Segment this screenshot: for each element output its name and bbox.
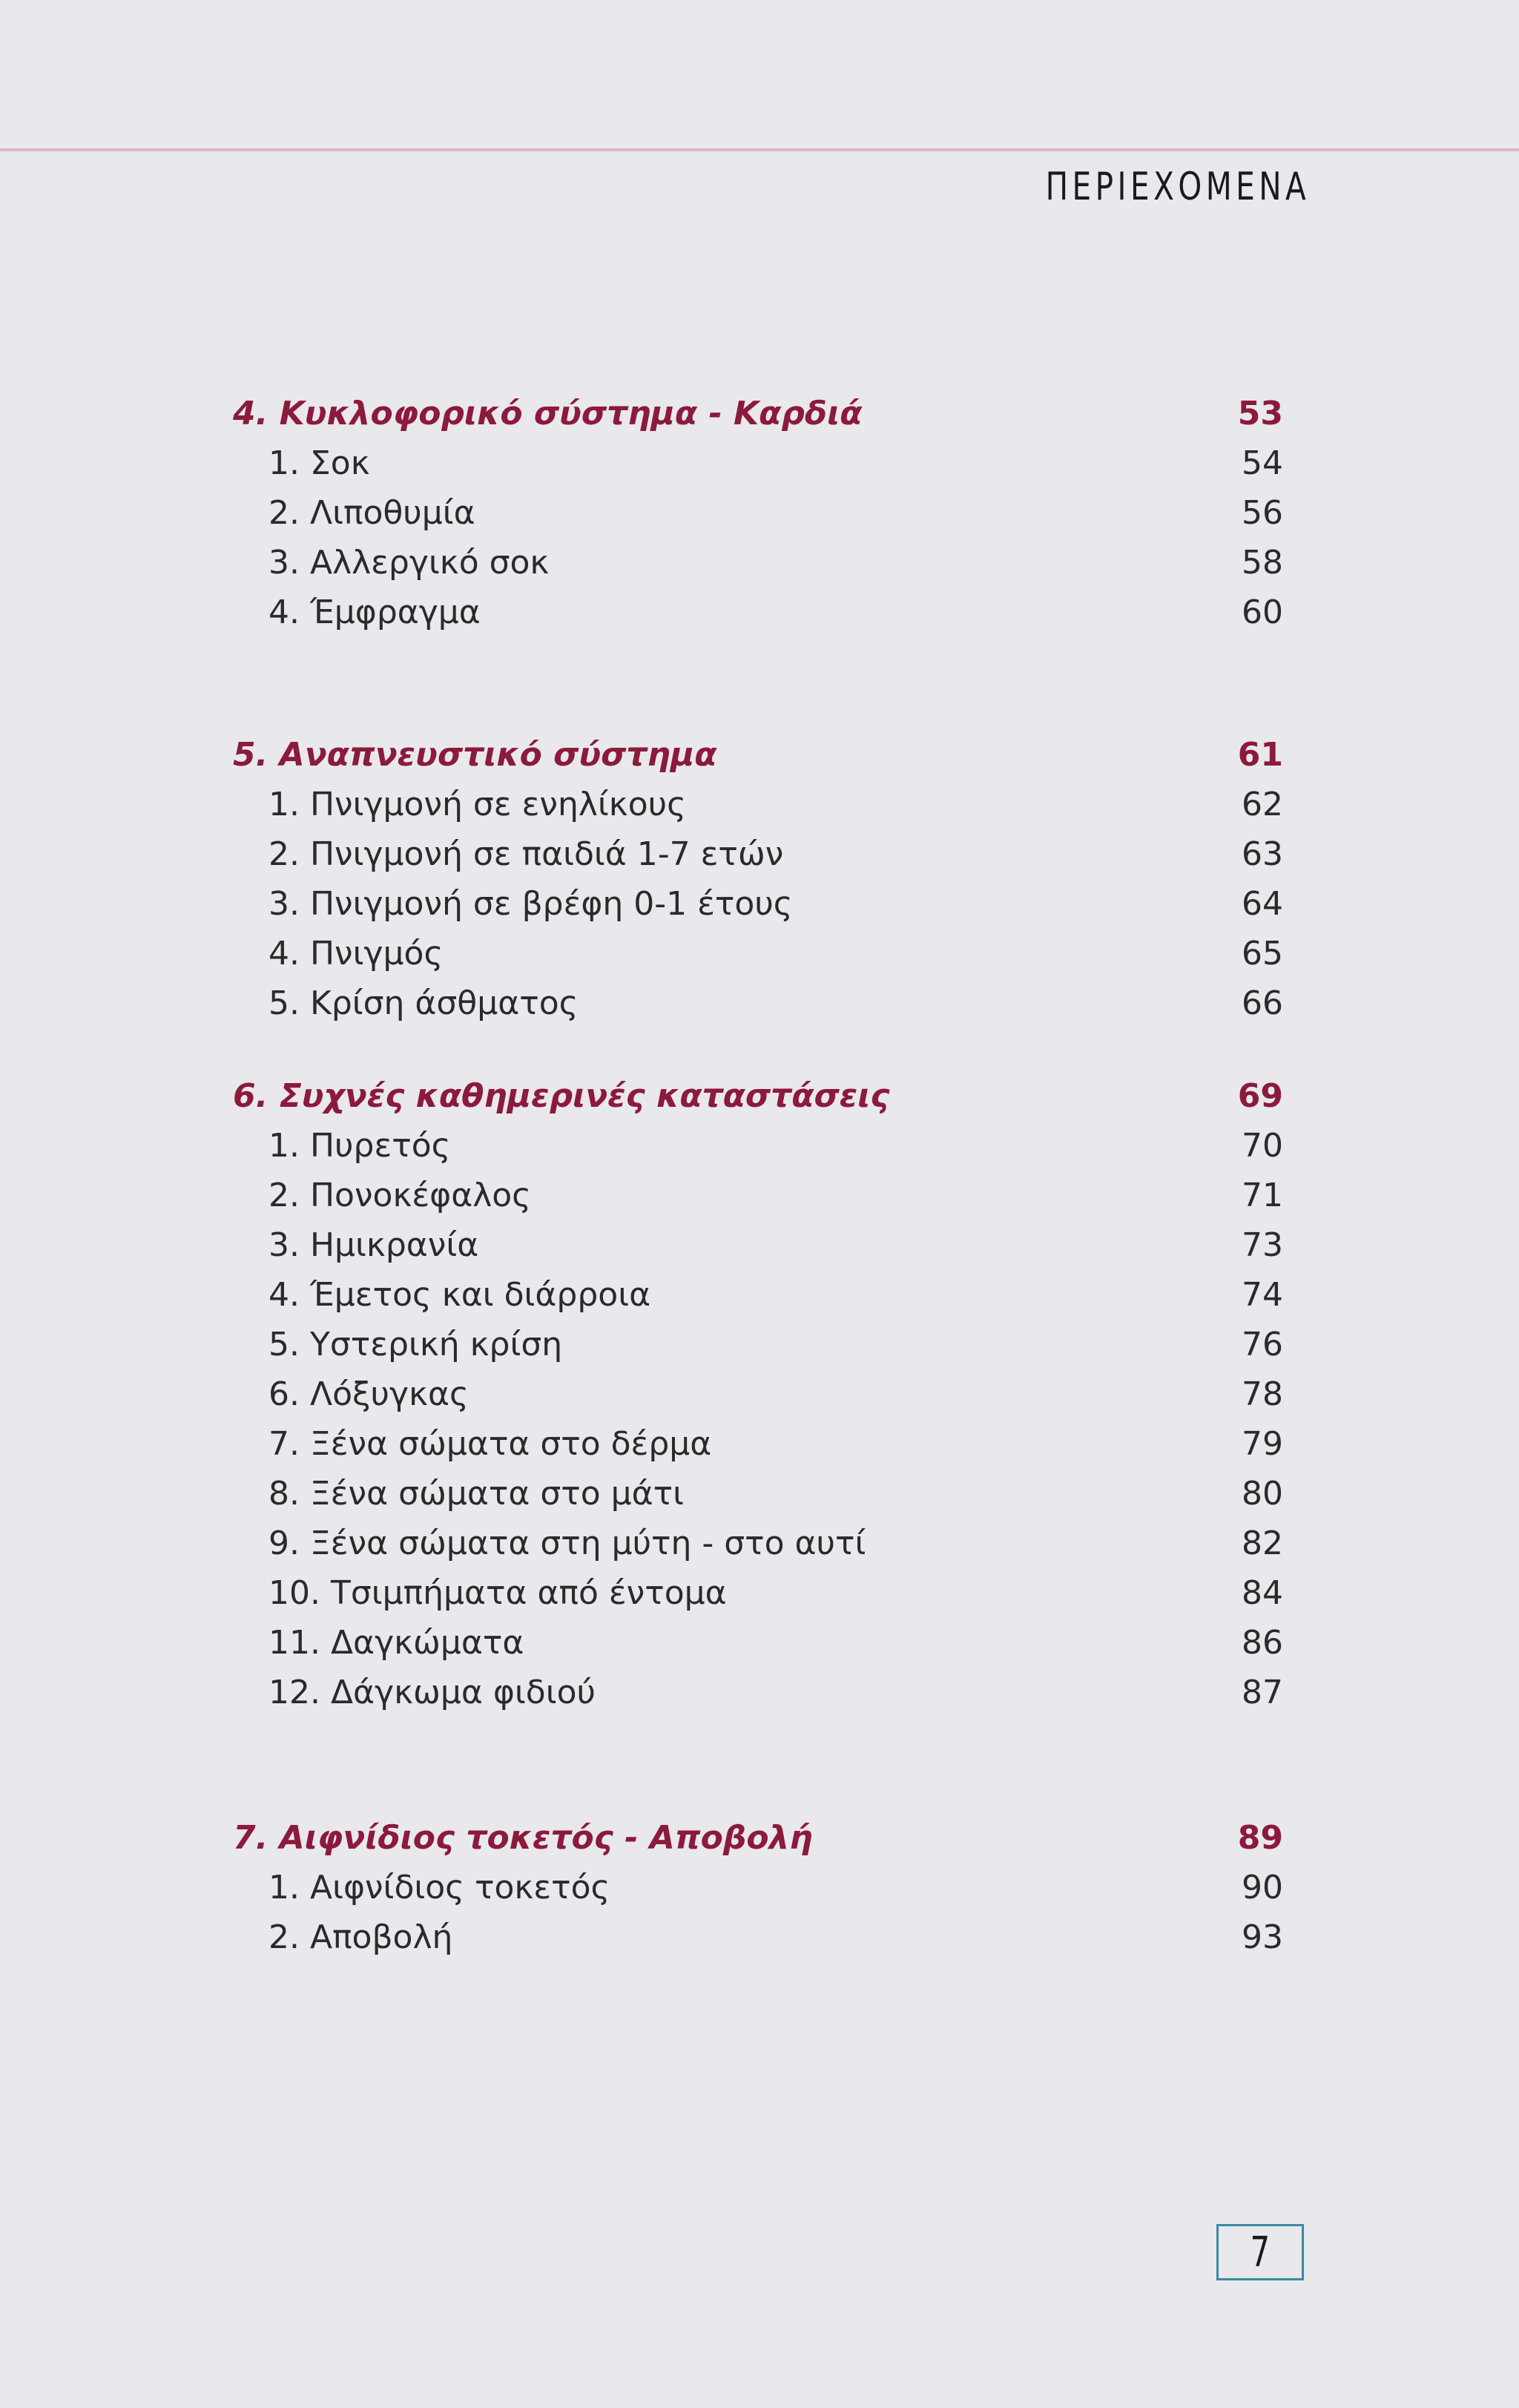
toc-item-label: 2. Αποβολή	[268, 1918, 453, 1956]
toc-item[interactable]	[0, 1568, 1519, 1618]
toc-item[interactable]	[0, 780, 1519, 829]
toc-item[interactable]	[0, 1668, 1519, 1717]
page-number-text: 7	[1250, 2228, 1271, 2277]
toc-item[interactable]	[0, 879, 1519, 929]
toc-chapter-title: 4. Κυκλοφορικό σύστημα - Καρδιά	[233, 395, 863, 432]
toc-item-page: 74	[1242, 1276, 1283, 1314]
toc-chapter-6[interactable]	[0, 1071, 1519, 1121]
toc-item-page: 66	[1242, 984, 1283, 1022]
toc-chapter-5[interactable]	[0, 730, 1519, 780]
toc-item-label: 4. Έμετος και διάρροια	[268, 1276, 651, 1314]
toc-item-page: 90	[1242, 1869, 1283, 1907]
toc-item[interactable]	[0, 1171, 1519, 1220]
toc-item-label: 5. Υστερική κρίση	[268, 1326, 563, 1363]
toc-item-label: 1. Πυρετός	[268, 1127, 451, 1165]
toc-item-page: 78	[1242, 1375, 1283, 1413]
toc-chapter-page: 53	[1237, 395, 1283, 432]
toc-item-page: 73	[1242, 1226, 1283, 1264]
toc-item-page: 62	[1242, 786, 1283, 823]
toc-item-label: 1. Πνιγμονή σε ενηλίκους	[268, 786, 686, 823]
toc-item-page: 87	[1242, 1674, 1283, 1711]
toc-item-label: 3. Αλλεργικό σοκ	[268, 544, 550, 582]
toc-item-label: 2. Πονοκέφαλος	[268, 1177, 531, 1214]
toc-item-label: 8. Ξένα σώματα στο μάτι	[268, 1475, 684, 1513]
toc-item-page: 54	[1242, 444, 1283, 482]
toc-chapter-page: 61	[1237, 736, 1283, 774]
toc-item-label: 4. Πνιγμός	[268, 935, 444, 973]
toc-item-page: 76	[1242, 1326, 1283, 1363]
toc-item-label: 1. Σοκ	[268, 444, 370, 482]
toc-item[interactable]	[0, 488, 1519, 538]
toc-item-page: 86	[1242, 1624, 1283, 1662]
toc-item[interactable]	[0, 829, 1519, 879]
toc-item-page: 93	[1242, 1918, 1283, 1956]
toc-item-page: 70	[1242, 1127, 1283, 1165]
toc-item-page: 63	[1242, 835, 1283, 873]
toc-chapter-title: 6. Συχνές καθημερινές καταστάσεις	[233, 1077, 890, 1115]
toc-item-label: 5. Κρίση άσθματος	[268, 984, 579, 1022]
toc-item-page: 65	[1242, 935, 1283, 973]
toc-item[interactable]	[0, 1863, 1519, 1912]
toc-item-label: 9. Ξένα σώματα στη μύτη - στο αυτί	[268, 1524, 866, 1562]
toc-item[interactable]	[0, 978, 1519, 1028]
toc-item[interactable]	[0, 1270, 1519, 1320]
toc-item-page: 79	[1242, 1425, 1283, 1463]
toc-item-page: 80	[1242, 1475, 1283, 1513]
toc-chapter-7[interactable]	[0, 1813, 1519, 1863]
toc-item-page: 56	[1242, 494, 1283, 532]
page-number	[1216, 2224, 1304, 2280]
toc-chapter-title: 7. Αιφνίδιος τοκετός - Αποβολή	[233, 1819, 813, 1857]
toc-chapter-page: 69	[1237, 1077, 1283, 1115]
toc-item-page: 84	[1242, 1574, 1283, 1612]
toc-item[interactable]	[0, 1912, 1519, 1962]
toc-item-label: 1. Αιφνίδιος τοκετός	[268, 1869, 610, 1907]
toc-item-label: 2. Πνιγμονή σε παιδιά 1-7 ετών	[268, 835, 784, 873]
toc-item-label: 11. Δαγκώματα	[268, 1624, 524, 1662]
toc-item-label: 6. Λόξυγκας	[268, 1375, 469, 1413]
toc-item[interactable]	[0, 929, 1519, 978]
toc-item[interactable]	[0, 1419, 1519, 1469]
toc-item-label: 3. Ημικρανία	[268, 1226, 479, 1264]
toc-item-page: 58	[1242, 544, 1283, 582]
toc-item[interactable]	[0, 1618, 1519, 1668]
page-title: ΠΕΡΙΕΧΟΜΕΝΑ	[1045, 165, 1310, 209]
toc-item[interactable]	[0, 1519, 1519, 1568]
toc-item-label: 7. Ξένα σώματα στο δέρμα	[268, 1425, 712, 1463]
toc-item-label: 4. Έμφραγμα	[268, 593, 481, 631]
toc-item[interactable]	[0, 1469, 1519, 1519]
toc-item[interactable]	[0, 1220, 1519, 1270]
header-rule	[0, 148, 1519, 151]
toc-item-page: 64	[1242, 885, 1283, 923]
toc-item[interactable]	[0, 438, 1519, 488]
toc-item[interactable]	[0, 1121, 1519, 1171]
toc-item[interactable]	[0, 1320, 1519, 1369]
toc-item[interactable]	[0, 1369, 1519, 1419]
toc-chapter-page: 89	[1237, 1819, 1283, 1857]
toc-item[interactable]	[0, 588, 1519, 637]
toc-item-label: 3. Πνιγμονή σε βρέφη 0-1 έτους	[268, 885, 793, 923]
toc-item-page: 82	[1242, 1524, 1283, 1562]
toc-item-page: 60	[1242, 593, 1283, 631]
toc-chapter-4[interactable]	[0, 389, 1519, 438]
toc-item-page: 71	[1242, 1177, 1283, 1214]
toc-item[interactable]	[0, 538, 1519, 588]
toc-item-label: 10. Τσιμπήματα από έντομα	[268, 1574, 727, 1612]
toc-chapter-title: 5. Αναπνευστικό σύστημα	[233, 736, 717, 774]
toc-item-label: 12. Δάγκωμα φιδιού	[268, 1674, 596, 1711]
toc-item-label: 2. Λιποθυμία	[268, 494, 475, 532]
